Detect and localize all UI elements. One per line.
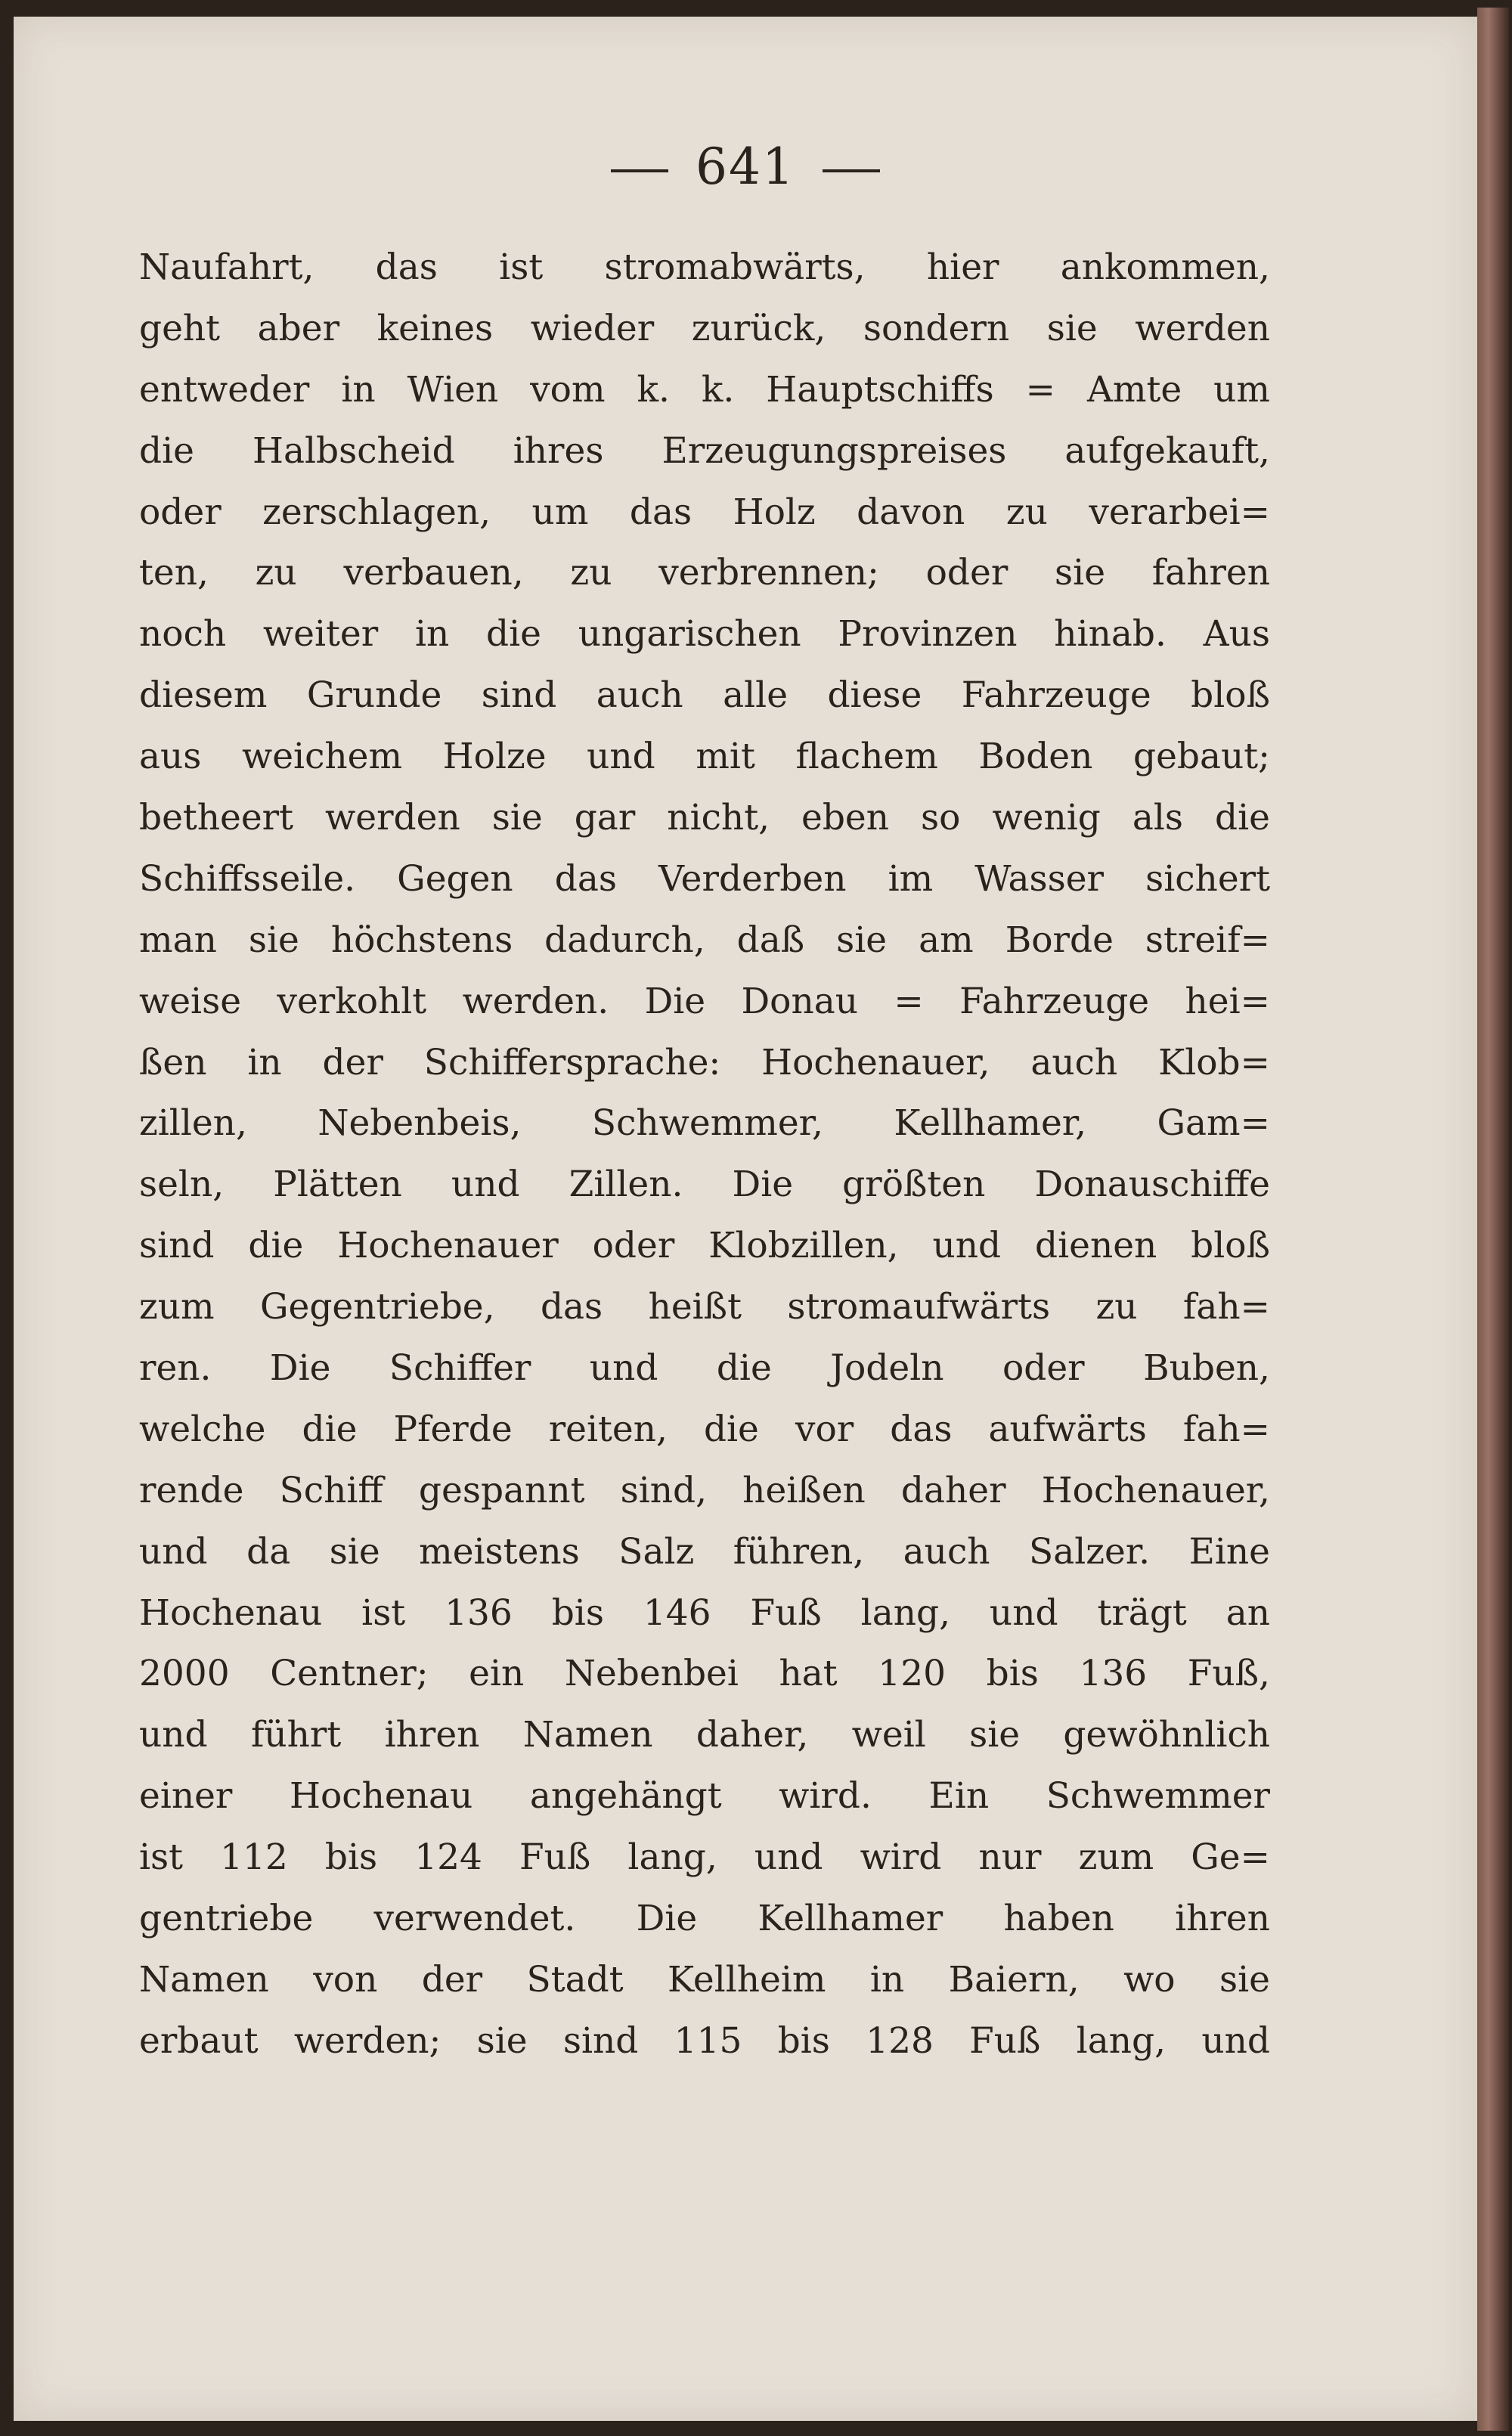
page-stack-edge [1477,8,1509,2431]
text-line: Schiffsseile. Gegen das Verderben im Wasser sichert [139,857,1270,900]
text-line: ßen in der Schiffersprache: Hochenauer, auch Klob= [139,1041,1270,1083]
page-sheet [14,17,1477,2421]
text-line: zillen, Nebenbeis, Schwemmer, Kellhamer, Gam= [139,1102,1270,1145]
page-number: 641 [696,138,795,196]
text-line: erbaut werden; sie sind 115 bis 128 Fuß lang, und [139,2019,1270,2062]
text-line: oder zerschlagen, um das Holz davon zu verarbei= [139,491,1270,533]
text-line: betheert werden sie gar nicht, eben so wenig als die [139,797,1270,839]
text-line: die Halbscheid ihres Erzeugungspreises aufgekauft, [139,429,1270,472]
page-header [14,138,1477,196]
text-line: diesem Grunde sind auch alle diese Fahrzeuge bloß [139,674,1270,717]
text-line: entweder in Wien vom k. k. Hauptschiffs = Amte um [139,368,1270,411]
text-line: Namen von der Stadt Kellheim in Baiern, wo sie [139,1958,1270,2001]
text-line: ist 112 bis 124 Fuß lang, und wird nur zum Ge= [139,1836,1270,1879]
text-line: man sie höchstens dadurch, daß sie am Borde streif= [139,919,1270,961]
text-line: einer Hochenau angehängt wird. Ein Schwemmer [139,1775,1270,1818]
text-line: noch weiter in die ungarischen Provinzen hinab. Aus [139,613,1270,655]
text-line: Hochenau ist 136 bis 146 Fuß lang, und trägt an [139,1591,1270,1634]
header-dash-right [823,169,880,172]
text-line: welche die Pferde reiten, die vor das aufwärts fah= [139,1408,1270,1450]
text-line: 2000 Centner; ein Nebenbei hat 120 bis 136 Fuß, [139,1653,1270,1695]
text-line: sind die Hochenauer oder Klobzillen, und dienen bloß [139,1225,1270,1267]
text-line: aus weichem Holze und mit flachem Boden gebaut; [139,736,1270,778]
text-line: weise verkohlt werden. Die Donau = Fahrzeuge hei= [139,980,1270,1022]
text-line: gentriebe verwendet. Die Kellhamer haben ihren [139,1898,1270,1940]
header-dash-left [611,169,668,172]
body-text [139,237,1270,2072]
text-line: ten, zu verbauen, zu verbrennen; oder sie fahren [139,552,1270,594]
text-line: und führt ihren Namen daher, weil sie gewöhnlich [139,1714,1270,1756]
text-line: geht aber keines wieder zurück, sondern sie werden [139,307,1270,349]
text-line: und da sie meistens Salz führen, auch Salzer. Eine [139,1530,1270,1573]
text-line: Naufahrt, das ist stromabwärts, hier ankommen, [139,246,1270,288]
text-line: seln, Plätten und Zillen. Die größten Donauschiffe [139,1164,1270,1206]
text-line: ren. Die Schiffer und die Jodeln oder Buben, [139,1347,1270,1390]
text-line: zum Gegentriebe, das heißt stromaufwärts zu fah= [139,1286,1270,1328]
text-line: rende Schiff gespannt sind, heißen daher Hochenauer, [139,1469,1270,1511]
